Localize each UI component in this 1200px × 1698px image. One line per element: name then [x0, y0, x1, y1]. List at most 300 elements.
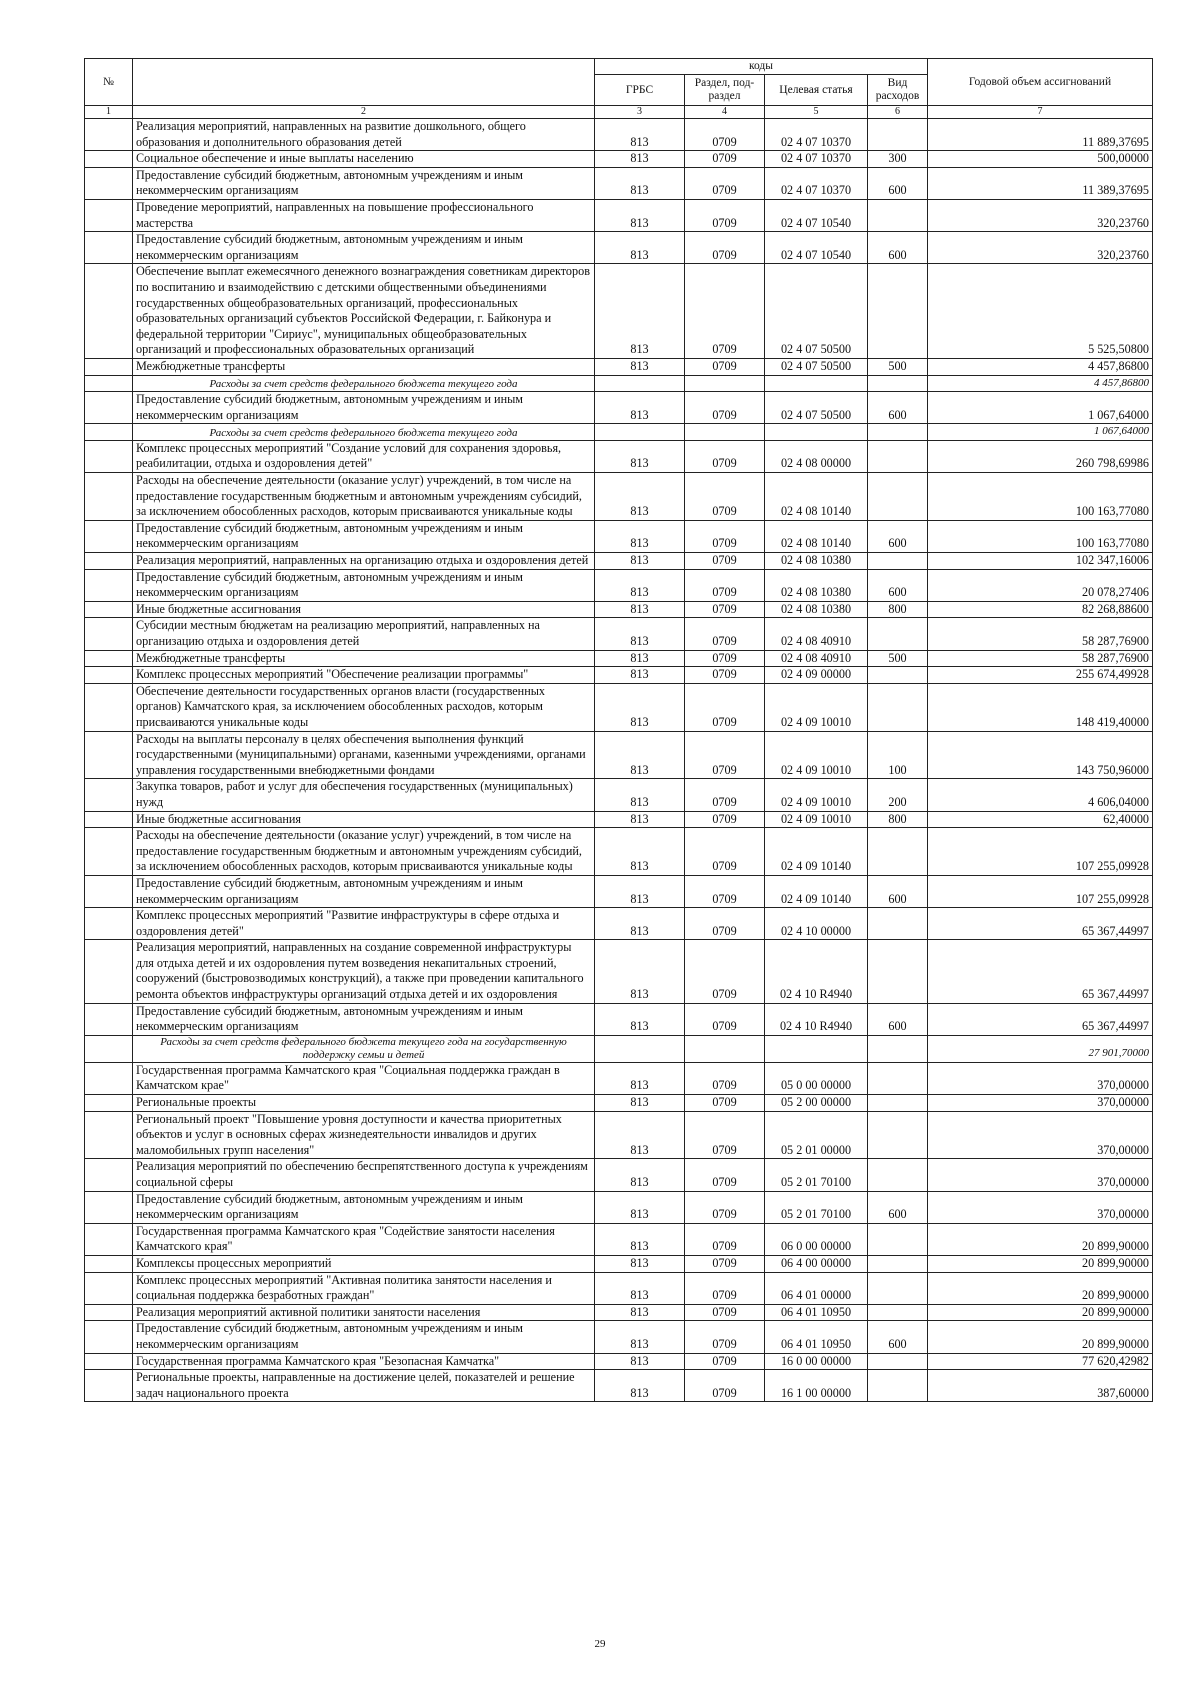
- row-sum: 100 163,77080: [928, 473, 1153, 521]
- row-name: Реализация мероприятий, направленных на развитие дошкольного, общего образования и дополнительного образования детей: [133, 119, 595, 151]
- row-section: 0709: [685, 569, 765, 601]
- row-target: 02 4 10 00000: [765, 908, 868, 940]
- row-section: 0709: [685, 167, 765, 199]
- table-row: [85, 601, 1153, 618]
- row-name: Субсидии местным бюджетам на реализацию мероприятий, направленных на организацию отдыха и оздоровления детей: [133, 618, 595, 650]
- row-num-cell: [85, 1272, 133, 1304]
- table-row: [85, 1111, 1153, 1159]
- note-sum: 27 901,70000: [928, 1035, 1153, 1062]
- row-name: Межбюджетные трансферты: [133, 358, 595, 375]
- row-section: 0709: [685, 828, 765, 876]
- row-target: 02 4 09 10010: [765, 779, 868, 811]
- row-target: 02 4 07 10540: [765, 232, 868, 264]
- row-kind: [868, 199, 928, 231]
- row-kind: 600: [868, 1191, 928, 1223]
- row-section: 0709: [685, 520, 765, 552]
- row-kind: 200: [868, 779, 928, 811]
- row-kind: 600: [868, 392, 928, 424]
- note-text: Расходы за счет средств федерального бюджета текущего года на государственную поддержку семьи и детей: [133, 1035, 595, 1062]
- row-sum: 143 750,96000: [928, 731, 1153, 779]
- row-grbs: 813: [595, 908, 685, 940]
- row-num-cell: [85, 779, 133, 811]
- row-name: Предоставление субсидий бюджетным, автономным учреждениям и иным некоммерческим организациям: [133, 1003, 595, 1035]
- col-header-name: [133, 59, 595, 106]
- row-name: Обеспечение деятельности государственных органов власти (государственных органов) Камчатского края, за исключением обособленных расходов, которым присваиваются уникальные коды: [133, 683, 595, 731]
- row-target: 05 0 00 00000: [765, 1062, 868, 1094]
- col-header-annual: Годовой объем ассигнований: [928, 59, 1153, 106]
- row-kind: [868, 1062, 928, 1094]
- row-sum: 4 606,04000: [928, 779, 1153, 811]
- row-grbs: 813: [595, 199, 685, 231]
- table-row: [85, 811, 1153, 828]
- row-grbs: 813: [595, 1321, 685, 1353]
- row-grbs: 813: [595, 811, 685, 828]
- row-name: Предоставление субсидий бюджетным, автономным учреждениям и иным некоммерческим организациям: [133, 1321, 595, 1353]
- row-kind: [868, 553, 928, 570]
- column-index-row: [85, 106, 1153, 119]
- row-grbs: 813: [595, 1223, 685, 1255]
- row-sum: 320,23760: [928, 232, 1153, 264]
- table-row: [85, 650, 1153, 667]
- row-name: Государственная программа Камчатского края "Безопасная Камчатка": [133, 1353, 595, 1370]
- row-grbs: 813: [595, 940, 685, 1003]
- row-kind: [868, 1095, 928, 1112]
- row-num-cell: [85, 1111, 133, 1159]
- row-target: 02 4 08 10380: [765, 553, 868, 570]
- row-section: 0709: [685, 1255, 765, 1272]
- row-sum: 65 367,44997: [928, 1003, 1153, 1035]
- row-num-cell: [85, 601, 133, 618]
- empty-cell: [595, 424, 685, 441]
- table-row: [85, 1255, 1153, 1272]
- row-target: 06 4 00 00000: [765, 1255, 868, 1272]
- row-section: 0709: [685, 553, 765, 570]
- row-target: 02 4 07 10370: [765, 167, 868, 199]
- row-target: 02 4 08 10380: [765, 569, 868, 601]
- col-index: 6: [868, 106, 928, 119]
- row-grbs: 813: [595, 264, 685, 359]
- row-target: 05 2 01 70100: [765, 1191, 868, 1223]
- table-row: [85, 940, 1153, 1003]
- row-name: Предоставление субсидий бюджетным, автономным учреждениям и иным некоммерческим организациям: [133, 392, 595, 424]
- row-kind: 600: [868, 1003, 928, 1035]
- row-name: Региональные проекты, направленные на достижение целей, показателей и решение задач национального проекта: [133, 1370, 595, 1402]
- row-target: 02 4 10 R4940: [765, 940, 868, 1003]
- row-grbs: 813: [595, 779, 685, 811]
- row-kind: [868, 828, 928, 876]
- table-row: [85, 731, 1153, 779]
- row-sum: 65 367,44997: [928, 908, 1153, 940]
- row-name: Предоставление субсидий бюджетным, автономным учреждениям и иным некоммерческим организациям: [133, 1191, 595, 1223]
- row-num-cell: [85, 553, 133, 570]
- row-grbs: 813: [595, 1191, 685, 1223]
- row-kind: [868, 473, 928, 521]
- table-row: [85, 264, 1153, 359]
- row-section: 0709: [685, 1159, 765, 1191]
- row-kind: 800: [868, 811, 928, 828]
- row-name: Комплекс процессных мероприятий "Обеспечение реализации программы": [133, 667, 595, 684]
- col-index: 4: [685, 106, 765, 119]
- row-num-cell: [85, 1062, 133, 1094]
- row-grbs: 813: [595, 1111, 685, 1159]
- row-num-cell: [85, 1191, 133, 1223]
- row-name: Комплексы процессных мероприятий: [133, 1255, 595, 1272]
- row-kind: 600: [868, 520, 928, 552]
- row-num-cell: [85, 264, 133, 359]
- col-header-kind: Вид расходов: [868, 75, 928, 106]
- row-num-cell: [85, 424, 133, 441]
- row-name: Комплекс процессных мероприятий "Развитие инфраструктуры в сфере отдыха и оздоровления детей": [133, 908, 595, 940]
- row-grbs: 813: [595, 392, 685, 424]
- col-index: 5: [765, 106, 868, 119]
- table-row: [85, 828, 1153, 876]
- table-row: [85, 167, 1153, 199]
- row-section: 0709: [685, 358, 765, 375]
- page-number: 29: [594, 1638, 606, 1650]
- table-row: [85, 1223, 1153, 1255]
- row-sum: 11 389,37695: [928, 167, 1153, 199]
- row-section: 0709: [685, 908, 765, 940]
- row-target: 02 4 09 10140: [765, 828, 868, 876]
- row-grbs: 813: [595, 151, 685, 168]
- row-kind: [868, 1255, 928, 1272]
- row-kind: [868, 1304, 928, 1321]
- row-grbs: 813: [595, 1370, 685, 1402]
- note-sum: 4 457,86800: [928, 375, 1153, 392]
- row-name: Государственная программа Камчатского края "Содействие занятости населения Камчатского края": [133, 1223, 595, 1255]
- row-section: 0709: [685, 264, 765, 359]
- row-num-cell: [85, 1035, 133, 1062]
- row-sum: 20 899,90000: [928, 1255, 1153, 1272]
- row-kind: [868, 440, 928, 472]
- row-target: 02 4 08 00000: [765, 440, 868, 472]
- row-sum: 107 255,09928: [928, 875, 1153, 907]
- table-row: [85, 440, 1153, 472]
- row-section: 0709: [685, 1062, 765, 1094]
- table-row: [85, 1370, 1153, 1402]
- table-row: [85, 908, 1153, 940]
- row-kind: [868, 683, 928, 731]
- row-name: Иные бюджетные ассигнования: [133, 811, 595, 828]
- row-sum: 82 268,88600: [928, 601, 1153, 618]
- row-target: 02 4 07 50500: [765, 392, 868, 424]
- row-sum: 260 798,69986: [928, 440, 1153, 472]
- row-sum: 387,60000: [928, 1370, 1153, 1402]
- empty-cell: [685, 375, 765, 392]
- row-sum: 4 457,86800: [928, 358, 1153, 375]
- table-row: [85, 232, 1153, 264]
- row-num-cell: [85, 1321, 133, 1353]
- row-num-cell: [85, 167, 133, 199]
- row-name: Государственная программа Камчатского края "Социальная поддержка граждан в Камчатском крае": [133, 1062, 595, 1094]
- col-header-target: Целевая статья: [765, 75, 868, 106]
- row-num-cell: [85, 392, 133, 424]
- row-sum: 58 287,76900: [928, 618, 1153, 650]
- row-grbs: 813: [595, 683, 685, 731]
- row-target: 16 0 00 00000: [765, 1353, 868, 1370]
- col-index: 7: [928, 106, 1153, 119]
- row-kind: 500: [868, 358, 928, 375]
- row-grbs: 813: [595, 731, 685, 779]
- row-num-cell: [85, 1255, 133, 1272]
- table-row: [85, 1159, 1153, 1191]
- row-section: 0709: [685, 1003, 765, 1035]
- row-grbs: 813: [595, 875, 685, 907]
- row-sum: 370,00000: [928, 1111, 1153, 1159]
- row-target: 02 4 07 50500: [765, 264, 868, 359]
- row-name: Социальное обеспечение и иные выплаты населению: [133, 151, 595, 168]
- row-kind: [868, 1111, 928, 1159]
- row-section: 0709: [685, 1223, 765, 1255]
- row-num-cell: [85, 1003, 133, 1035]
- row-section: 0709: [685, 650, 765, 667]
- row-grbs: 813: [595, 601, 685, 618]
- row-kind: 600: [868, 232, 928, 264]
- row-target: 06 4 01 10950: [765, 1321, 868, 1353]
- row-sum: 107 255,09928: [928, 828, 1153, 876]
- table-row: [85, 779, 1153, 811]
- row-target: 02 4 07 50500: [765, 358, 868, 375]
- col-index: 2: [133, 106, 595, 119]
- row-section: 0709: [685, 731, 765, 779]
- table-row: [85, 1321, 1153, 1353]
- empty-cell: [868, 1035, 928, 1062]
- col-header-codes: коды: [595, 59, 928, 75]
- row-grbs: 813: [595, 119, 685, 151]
- row-num-cell: [85, 232, 133, 264]
- row-sum: 500,00000: [928, 151, 1153, 168]
- row-name: Предоставление субсидий бюджетным, автономным учреждениям и иным некоммерческим организациям: [133, 520, 595, 552]
- row-section: 0709: [685, 1353, 765, 1370]
- row-name: Предоставление субсидий бюджетным, автономным учреждениям и иным некоммерческим организациям: [133, 569, 595, 601]
- row-grbs: 813: [595, 440, 685, 472]
- row-kind: 600: [868, 569, 928, 601]
- row-sum: 370,00000: [928, 1191, 1153, 1223]
- row-section: 0709: [685, 618, 765, 650]
- row-num-cell: [85, 151, 133, 168]
- row-num-cell: [85, 440, 133, 472]
- row-grbs: 813: [595, 1272, 685, 1304]
- table-row: [85, 618, 1153, 650]
- row-grbs: 813: [595, 569, 685, 601]
- row-name: Предоставление субсидий бюджетным, автономным учреждениям и иным некоммерческим организациям: [133, 167, 595, 199]
- table-row: [85, 875, 1153, 907]
- row-target: 05 2 01 70100: [765, 1159, 868, 1191]
- row-section: 0709: [685, 667, 765, 684]
- table-row: [85, 119, 1153, 151]
- row-num-cell: [85, 520, 133, 552]
- row-grbs: 813: [595, 1304, 685, 1321]
- table-row: [85, 1062, 1153, 1094]
- row-target: 06 4 01 00000: [765, 1272, 868, 1304]
- row-kind: 500: [868, 650, 928, 667]
- row-grbs: 813: [595, 232, 685, 264]
- row-grbs: 813: [595, 1255, 685, 1272]
- row-sum: 148 419,40000: [928, 683, 1153, 731]
- row-num-cell: [85, 1370, 133, 1402]
- row-kind: 600: [868, 1321, 928, 1353]
- row-num-cell: [85, 667, 133, 684]
- col-header-grbs: ГРБС: [595, 75, 685, 106]
- row-kind: [868, 667, 928, 684]
- row-grbs: 813: [595, 1159, 685, 1191]
- row-kind: [868, 908, 928, 940]
- table-row: [85, 151, 1153, 168]
- row-num-cell: [85, 875, 133, 907]
- row-num-cell: [85, 199, 133, 231]
- row-name: Региональные проекты: [133, 1095, 595, 1112]
- row-name: Проведение мероприятий, направленных на повышение профессионального мастерства: [133, 199, 595, 231]
- row-kind: [868, 1353, 928, 1370]
- row-sum: 5 525,50800: [928, 264, 1153, 359]
- row-grbs: 813: [595, 358, 685, 375]
- row-sum: 11 889,37695: [928, 119, 1153, 151]
- row-num-cell: [85, 119, 133, 151]
- table-row: [85, 569, 1153, 601]
- empty-cell: [595, 1035, 685, 1062]
- row-section: 0709: [685, 1191, 765, 1223]
- table-row: [85, 1191, 1153, 1223]
- row-target: 02 4 09 00000: [765, 667, 868, 684]
- row-grbs: 813: [595, 667, 685, 684]
- empty-cell: [765, 1035, 868, 1062]
- row-section: 0709: [685, 1272, 765, 1304]
- table-row: [85, 1353, 1153, 1370]
- row-name: Расходы на выплаты персоналу в целях обеспечения выполнения функций государственными (муниципальными) органами, казенными учреждениями, органами управления государственными внебюджетными фондами: [133, 731, 595, 779]
- row-target: 02 4 07 10370: [765, 151, 868, 168]
- row-name: Межбюджетные трансферты: [133, 650, 595, 667]
- row-num-cell: [85, 828, 133, 876]
- row-num-cell: [85, 375, 133, 392]
- row-name: Реализация мероприятий, направленных на организацию отдыха и оздоровления детей: [133, 553, 595, 570]
- row-num-cell: [85, 731, 133, 779]
- row-target: 02 4 07 10370: [765, 119, 868, 151]
- row-kind: [868, 119, 928, 151]
- budget-table-page: [84, 58, 1152, 1402]
- row-section: 0709: [685, 440, 765, 472]
- row-num-cell: [85, 1353, 133, 1370]
- row-grbs: 813: [595, 1003, 685, 1035]
- table-row: [85, 553, 1153, 570]
- table-row: [85, 199, 1153, 231]
- empty-cell: [685, 424, 765, 441]
- row-num-cell: [85, 1223, 133, 1255]
- row-section: 0709: [685, 683, 765, 731]
- row-section: 0709: [685, 1321, 765, 1353]
- table-row: [85, 358, 1153, 375]
- row-kind: [868, 940, 928, 1003]
- table-row: [85, 1003, 1153, 1035]
- row-num-cell: [85, 569, 133, 601]
- table-row: [85, 520, 1153, 552]
- row-grbs: 813: [595, 473, 685, 521]
- row-num-cell: [85, 358, 133, 375]
- row-target: 02 4 09 10140: [765, 875, 868, 907]
- empty-cell: [765, 424, 868, 441]
- row-target: 02 4 08 10380: [765, 601, 868, 618]
- row-section: 0709: [685, 392, 765, 424]
- row-target: 02 4 09 10010: [765, 811, 868, 828]
- row-num-cell: [85, 650, 133, 667]
- row-target: 02 4 07 10540: [765, 199, 868, 231]
- row-kind: [868, 618, 928, 650]
- row-target: 02 4 08 10140: [765, 473, 868, 521]
- empty-cell: [868, 375, 928, 392]
- row-target: 02 4 08 40910: [765, 650, 868, 667]
- row-sum: 20 899,90000: [928, 1304, 1153, 1321]
- row-section: 0709: [685, 811, 765, 828]
- row-grbs: 813: [595, 520, 685, 552]
- row-sum: 255 674,49928: [928, 667, 1153, 684]
- row-kind: [868, 1272, 928, 1304]
- empty-cell: [685, 1035, 765, 1062]
- row-sum: 62,40000: [928, 811, 1153, 828]
- table-row: [85, 1304, 1153, 1321]
- row-name: Реализация мероприятий активной политики занятости населения: [133, 1304, 595, 1321]
- note-row: [85, 375, 1153, 392]
- row-target: 02 4 09 10010: [765, 731, 868, 779]
- row-target: 06 0 00 00000: [765, 1223, 868, 1255]
- row-num-cell: [85, 940, 133, 1003]
- row-grbs: 813: [595, 1062, 685, 1094]
- row-num-cell: [85, 618, 133, 650]
- col-index: 3: [595, 106, 685, 119]
- table-row: [85, 1095, 1153, 1112]
- row-target: 06 4 01 10950: [765, 1304, 868, 1321]
- row-kind: 600: [868, 875, 928, 907]
- table-row: [85, 392, 1153, 424]
- row-name: Обеспечение выплат ежемесячного денежного вознаграждения советникам директоров по воспитанию и взаимодействию с детскими общественными объединениями государственных общеобразовательных организаций, профессиональных образовательных организаций субъектов Российской Федерации, г. Байконура и федеральной территории "Сириус", муниципальных общеобразовательных организаций и профессиональных образовательных организаций: [133, 264, 595, 359]
- row-sum: 20 078,27406: [928, 569, 1153, 601]
- row-name: Предоставление субсидий бюджетным, автономным учреждениям и иным некоммерческим организациям: [133, 232, 595, 264]
- table-body: [85, 119, 1153, 1402]
- row-grbs: 813: [595, 167, 685, 199]
- row-num-cell: [85, 473, 133, 521]
- row-sum: 1 067,64000: [928, 392, 1153, 424]
- row-section: 0709: [685, 473, 765, 521]
- row-section: 0709: [685, 875, 765, 907]
- row-sum: 370,00000: [928, 1095, 1153, 1112]
- row-name: Комплекс процессных мероприятий "Создание условий для сохранения здоровья, реабилитации, отдыха и оздоровления детей": [133, 440, 595, 472]
- row-kind: [868, 1159, 928, 1191]
- table-row: [85, 683, 1153, 731]
- row-section: 0709: [685, 232, 765, 264]
- row-kind: 600: [868, 167, 928, 199]
- row-grbs: 813: [595, 1353, 685, 1370]
- note-row: [85, 424, 1153, 441]
- row-sum: 370,00000: [928, 1062, 1153, 1094]
- row-grbs: 813: [595, 828, 685, 876]
- row-section: 0709: [685, 1095, 765, 1112]
- row-section: 0709: [685, 601, 765, 618]
- row-name: Реализация мероприятий, направленных на создание современной инфраструктуры для отдыха детей и их оздоровления путем возведения некапитальных строений, сооружений (быстровозводимых конструкций), а также при проведении капитального ремонта объектов инфраструктуры организаций отдыха детей и их оздоровления: [133, 940, 595, 1003]
- row-sum: 58 287,76900: [928, 650, 1153, 667]
- row-name: Предоставление субсидий бюджетным, автономным учреждениям и иным некоммерческим организациям: [133, 875, 595, 907]
- table-row: [85, 667, 1153, 684]
- row-sum: 102 347,16006: [928, 553, 1153, 570]
- note-sum: 1 067,64000: [928, 424, 1153, 441]
- row-name: Региональный проект "Повышение уровня доступности и качества приоритетных объектов и услуг в основных сферах жизнедеятельности инвалидов и других маломобильных групп населения": [133, 1111, 595, 1159]
- row-name: Расходы на обеспечение деятельности (оказание услуг) учреждений, в том числе на предоставление государственным бюджетным и автономным учреждениям субсидий, за исключением обособленных расходов, которым присваиваются уникальные коды: [133, 473, 595, 521]
- row-num-cell: [85, 683, 133, 731]
- row-name: Иные бюджетные ассигнования: [133, 601, 595, 618]
- row-sum: 20 899,90000: [928, 1321, 1153, 1353]
- row-name: Комплекс процессных мероприятий "Активная политика занятости населения и социальная поддержка безработных граждан": [133, 1272, 595, 1304]
- row-section: 0709: [685, 151, 765, 168]
- table-row: [85, 1272, 1153, 1304]
- row-num-cell: [85, 1159, 133, 1191]
- note-text: Расходы за счет средств федерального бюджета текущего года: [133, 375, 595, 392]
